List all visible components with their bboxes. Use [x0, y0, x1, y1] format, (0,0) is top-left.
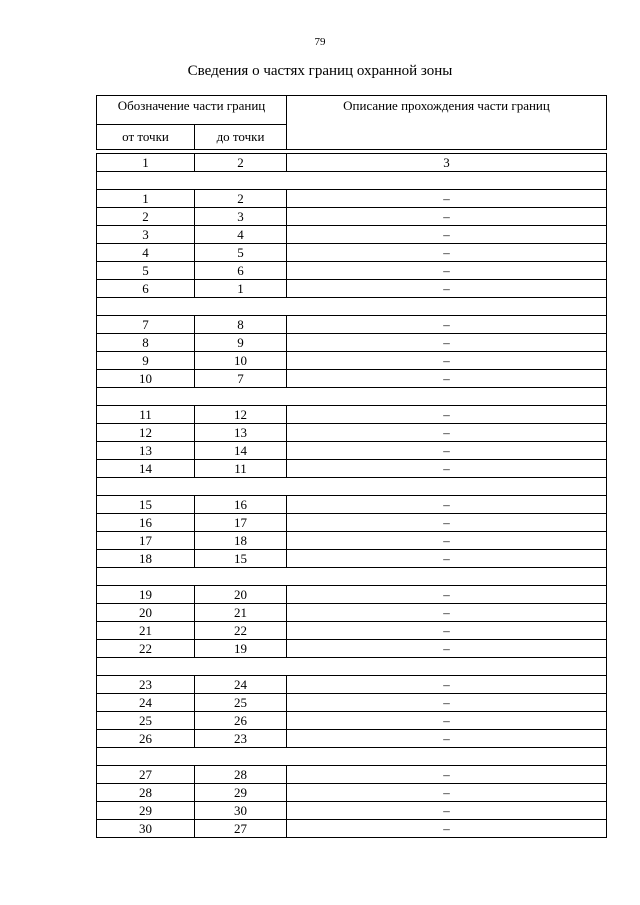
description-cell: – [287, 766, 607, 784]
from-point-cell: 23 [97, 676, 195, 694]
to-point-cell: 30 [195, 802, 287, 820]
table-row [97, 262, 607, 280]
table-row [97, 244, 607, 262]
from-point-cell: 9 [97, 352, 195, 370]
description-cell: – [287, 424, 607, 442]
from-point-cell: 1 [97, 190, 195, 208]
to-point-cell: 17 [195, 514, 287, 532]
from-point-cell: 14 [97, 460, 195, 478]
from-point-cell: 17 [97, 532, 195, 550]
to-point-cell: 7 [195, 370, 287, 388]
description-cell: – [287, 262, 607, 280]
from-point-cell: 12 [97, 424, 195, 442]
description-cell: – [287, 712, 607, 730]
table-body [97, 96, 607, 838]
to-point-cell: 19 [195, 640, 287, 658]
description-cell: – [287, 676, 607, 694]
to-point-cell: 13 [195, 424, 287, 442]
table-row [97, 820, 607, 838]
to-point-header: до точки [195, 125, 287, 150]
group-separator-cell [97, 172, 607, 190]
group-separator-cell [97, 388, 607, 406]
table-row [97, 784, 607, 802]
description-cell: – [287, 532, 607, 550]
table-header-row [97, 96, 607, 125]
table-row [97, 406, 607, 424]
from-point-cell: 10 [97, 370, 195, 388]
from-point-cell: 21 [97, 622, 195, 640]
table-row [97, 730, 607, 748]
table-row [97, 370, 607, 388]
to-point-cell: 1 [195, 280, 287, 298]
to-point-cell: 15 [195, 550, 287, 568]
table-row [97, 550, 607, 568]
description-cell: – [287, 694, 607, 712]
table-row [97, 676, 607, 694]
from-point-cell: 7 [97, 316, 195, 334]
from-point-cell: 26 [97, 730, 195, 748]
boundary-parts-table [96, 95, 607, 838]
to-point-cell: 23 [195, 730, 287, 748]
from-point-cell: 19 [97, 586, 195, 604]
from-point-cell: 28 [97, 784, 195, 802]
to-point-cell: 22 [195, 622, 287, 640]
group-separator-row [97, 172, 607, 190]
from-point-cell: 8 [97, 334, 195, 352]
table-row [97, 334, 607, 352]
table-row [97, 802, 607, 820]
table-row [97, 586, 607, 604]
table-row [97, 514, 607, 532]
to-point-cell: 16 [195, 496, 287, 514]
description-cell: – [287, 280, 607, 298]
table-row [97, 190, 607, 208]
from-point-cell: 18 [97, 550, 195, 568]
column-number-3: 3 [287, 154, 607, 172]
from-point-cell: 27 [97, 766, 195, 784]
description-cell: – [287, 784, 607, 802]
to-point-cell: 3 [195, 208, 287, 226]
table-row [97, 604, 607, 622]
to-point-cell: 6 [195, 262, 287, 280]
column-number-2: 2 [195, 154, 287, 172]
from-point-cell: 3 [97, 226, 195, 244]
to-point-cell: 27 [195, 820, 287, 838]
page-title: Сведения о частях границ охранной зоны [187, 63, 453, 79]
table-row [97, 496, 607, 514]
group-separator-cell [97, 298, 607, 316]
table-row [97, 622, 607, 640]
group-separator-row [97, 568, 607, 586]
table-row [97, 208, 607, 226]
table-row [97, 280, 607, 298]
from-point-cell: 11 [97, 406, 195, 424]
description-cell: – [287, 586, 607, 604]
group-separator-row [97, 658, 607, 676]
to-point-cell: 10 [195, 352, 287, 370]
group-separator-row [97, 388, 607, 406]
to-point-cell: 4 [195, 226, 287, 244]
table-row [97, 424, 607, 442]
description-cell: – [287, 496, 607, 514]
from-point-cell: 2 [97, 208, 195, 226]
to-point-cell: 25 [195, 694, 287, 712]
description-cell: – [287, 802, 607, 820]
description-cell: – [287, 640, 607, 658]
description-cell: – [287, 334, 607, 352]
column-number-1: 1 [97, 154, 195, 172]
description-cell: – [287, 622, 607, 640]
from-point-cell: 6 [97, 280, 195, 298]
from-point-header: от точки [97, 125, 195, 150]
from-point-cell: 13 [97, 442, 195, 460]
description-cell: – [287, 820, 607, 838]
group-separator-row [97, 298, 607, 316]
description-cell: – [287, 406, 607, 424]
to-point-cell: 21 [195, 604, 287, 622]
description-cell: – [287, 604, 607, 622]
designation-header: Обозначение части границ [97, 96, 287, 125]
to-point-cell: 2 [195, 190, 287, 208]
group-separator-cell [97, 658, 607, 676]
to-point-cell: 12 [195, 406, 287, 424]
description-cell: – [287, 730, 607, 748]
table-row [97, 442, 607, 460]
to-point-cell: 29 [195, 784, 287, 802]
from-point-cell: 24 [97, 694, 195, 712]
from-point-cell: 25 [97, 712, 195, 730]
description-header: Описание прохождения части границ [287, 96, 607, 150]
to-point-cell: 14 [195, 442, 287, 460]
from-point-cell: 20 [97, 604, 195, 622]
to-point-cell: 11 [195, 460, 287, 478]
from-point-cell: 22 [97, 640, 195, 658]
table-row [97, 712, 607, 730]
page-number: 79 [314, 36, 326, 48]
description-cell: – [287, 460, 607, 478]
description-cell: – [287, 514, 607, 532]
to-point-cell: 8 [195, 316, 287, 334]
description-cell: – [287, 190, 607, 208]
from-point-cell: 5 [97, 262, 195, 280]
table-row [97, 766, 607, 784]
description-cell: – [287, 370, 607, 388]
description-cell: – [287, 442, 607, 460]
column-number-row [97, 154, 607, 172]
description-cell: – [287, 226, 607, 244]
to-point-cell: 9 [195, 334, 287, 352]
group-separator-cell [97, 748, 607, 766]
to-point-cell: 28 [195, 766, 287, 784]
table-row [97, 460, 607, 478]
table-row [97, 226, 607, 244]
to-point-cell: 24 [195, 676, 287, 694]
table-row [97, 694, 607, 712]
description-cell: – [287, 352, 607, 370]
group-separator-cell [97, 568, 607, 586]
to-point-cell: 20 [195, 586, 287, 604]
to-point-cell: 18 [195, 532, 287, 550]
from-point-cell: 29 [97, 802, 195, 820]
from-point-cell: 16 [97, 514, 195, 532]
from-point-cell: 4 [97, 244, 195, 262]
description-cell: – [287, 550, 607, 568]
group-separator-row [97, 478, 607, 496]
group-separator-cell [97, 478, 607, 496]
table-row [97, 532, 607, 550]
table-row [97, 316, 607, 334]
description-cell: – [287, 316, 607, 334]
description-cell: – [287, 244, 607, 262]
to-point-cell: 5 [195, 244, 287, 262]
table-row [97, 352, 607, 370]
from-point-cell: 15 [97, 496, 195, 514]
from-point-cell: 30 [97, 820, 195, 838]
to-point-cell: 26 [195, 712, 287, 730]
description-cell: – [287, 208, 607, 226]
group-separator-row [97, 748, 607, 766]
table-row [97, 640, 607, 658]
